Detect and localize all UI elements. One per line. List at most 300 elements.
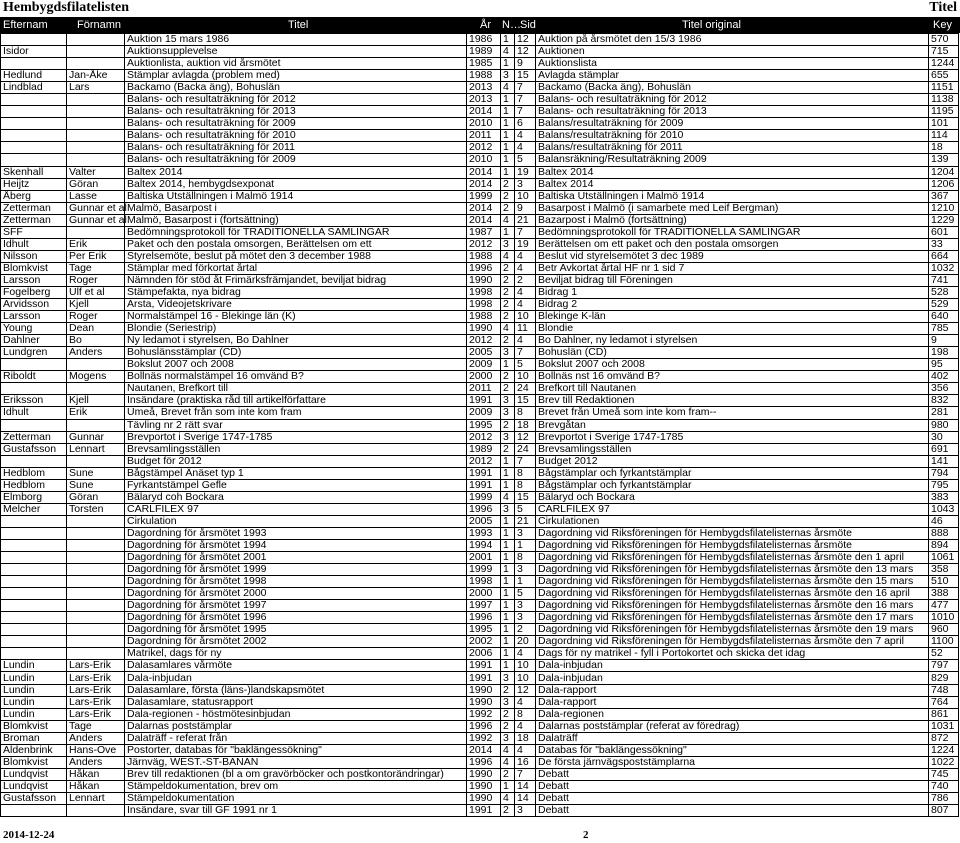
- cell-titel-original: Brevportot i Sverige 1747-1785: [536, 431, 929, 443]
- cell-ar: 2002: [467, 636, 501, 648]
- cell-fornamn: [67, 527, 125, 539]
- cell-ar: 2014: [467, 202, 501, 214]
- cell-sid: 10: [515, 672, 536, 684]
- cell-sid: 7: [515, 82, 536, 94]
- cell-titel: Dagordning för årsmötet 2000: [125, 588, 467, 600]
- cell-titel-original: Balans/resultaträkning för 2011: [536, 142, 929, 154]
- cell-key: 114: [929, 130, 959, 142]
- cell-sid: 3: [515, 600, 536, 612]
- cell-titel-original: Brevsamlingsställen: [536, 443, 929, 455]
- cell-titel: Insändare, svar till GF 1991 nr 1: [125, 805, 467, 817]
- cell-nummer: 1: [501, 34, 515, 46]
- cell-nummer: 4: [501, 82, 515, 94]
- cell-titel-original: Budget 2012: [536, 455, 929, 467]
- cell-sid: 3: [515, 805, 536, 817]
- cell-efternamn: Larsson: [1, 311, 67, 323]
- cell-key: 1151: [929, 82, 959, 94]
- cell-efternamn: [1, 106, 67, 118]
- cell-sid: 2: [515, 624, 536, 636]
- cell-fornamn: [67, 130, 125, 142]
- table-row: [1, 82, 959, 94]
- cell-key: 1210: [929, 202, 959, 214]
- cell-sid: 19: [515, 166, 536, 178]
- cell-efternamn: Melcher: [1, 503, 67, 515]
- cell-ar: 1989: [467, 46, 501, 58]
- cell-key: 139: [929, 154, 959, 166]
- cell-titel-original: Dala-inbjudan: [536, 660, 929, 672]
- cell-sid: 24: [515, 383, 536, 395]
- cell-ar: 2013: [467, 82, 501, 94]
- cell-key: 383: [929, 491, 959, 503]
- cell-titel: Dalarnas poststämplar: [125, 720, 467, 732]
- cell-sid: 20: [515, 636, 536, 648]
- cell-nummer: 4: [501, 756, 515, 768]
- cell-key: 1022: [929, 756, 959, 768]
- cell-fornamn: Anders: [67, 347, 125, 359]
- cell-key: 785: [929, 323, 959, 335]
- cell-titel: Bälaryd coh Bockara: [125, 491, 467, 503]
- cell-ar: 1987: [467, 226, 501, 238]
- cell-efternamn: Blomkvist: [1, 720, 67, 732]
- table-row: [1, 299, 959, 311]
- table-row: [1, 612, 959, 624]
- cell-titel-original: Balans- och resultaträkning för 2013: [536, 106, 929, 118]
- cell-nummer: 2: [501, 299, 515, 311]
- cell-efternamn: Blomkvist: [1, 262, 67, 274]
- cell-titel: Ny ledamot i styrelsen, Bo Dahlner: [125, 335, 467, 347]
- cell-fornamn: Göran: [67, 491, 125, 503]
- cell-titel-original: Bidrag 2: [536, 299, 929, 311]
- cell-titel: Auktion 15 mars 1986: [125, 34, 467, 46]
- cell-ar: 1990: [467, 684, 501, 696]
- cell-titel: Fyrkantstämpel Gefle: [125, 479, 467, 491]
- cell-titel: Dalasamlare, statusrapport: [125, 696, 467, 708]
- cell-nummer: 1: [501, 612, 515, 624]
- table-row: [1, 70, 959, 82]
- cell-fornamn: [67, 515, 125, 527]
- cell-key: 570: [929, 34, 959, 46]
- cell-titel: Dala-regionen - höstmötesinbjudan: [125, 708, 467, 720]
- cell-sid: 5: [515, 359, 536, 371]
- cell-titel-original: Dala-rapport: [536, 684, 929, 696]
- cell-ar: 1993: [467, 527, 501, 539]
- table-row: [1, 515, 959, 527]
- cell-titel: Umeå, Brevet från som inte kom fram: [125, 407, 467, 419]
- cell-nummer: 1: [501, 527, 515, 539]
- cell-key: 861: [929, 708, 959, 720]
- table-row: [1, 479, 959, 491]
- cell-nummer: 1: [501, 479, 515, 491]
- table-row: [1, 527, 959, 539]
- cell-titel: Dagordning för årsmötet 1995: [125, 624, 467, 636]
- cell-nummer: 1: [501, 94, 515, 106]
- cell-titel: Brev till redaktionen (bl a om gravörböcker och postkontorändringar): [125, 768, 467, 780]
- cell-efternamn: Hedblom: [1, 479, 67, 491]
- cell-titel: Balans- och resultaträkning för 2011: [125, 142, 467, 154]
- cell-ar: 2005: [467, 515, 501, 527]
- cell-efternamn: Isidor: [1, 46, 67, 58]
- cell-nummer: 1: [501, 576, 515, 588]
- cell-titel-original: Dagordning vid Riksföreningen för Hembygdsfilatelisternas årsmöte: [536, 539, 929, 551]
- cell-key: 281: [929, 407, 959, 419]
- cell-ar: 1996: [467, 503, 501, 515]
- cell-fornamn: Sune: [67, 467, 125, 479]
- cell-efternamn: Zetterman: [1, 214, 67, 226]
- cell-titel-original: Backamo (Backa äng), Bohuslän: [536, 82, 929, 94]
- cell-titel-original: Dalaträff: [536, 732, 929, 744]
- cell-fornamn: Mogens: [67, 371, 125, 383]
- cell-titel-original: Bidrag 1: [536, 286, 929, 298]
- cell-key: 388: [929, 588, 959, 600]
- cell-ar: 1996: [467, 756, 501, 768]
- cell-nummer: 1: [501, 648, 515, 660]
- cell-titel-original: Brevgåtan: [536, 419, 929, 431]
- cell-fornamn: Erik: [67, 238, 125, 250]
- cell-ar: 2000: [467, 588, 501, 600]
- cell-titel: Balans- och resultaträkning för 2009: [125, 154, 467, 166]
- cell-fornamn: [67, 383, 125, 395]
- cell-titel: Nämnden för stöd åt Frimärksfrämjandet, beviljat bidrag: [125, 274, 467, 286]
- cell-nummer: 2: [501, 202, 515, 214]
- cell-sid: 18: [515, 419, 536, 431]
- cell-fornamn: [67, 142, 125, 154]
- table-row: [1, 58, 959, 70]
- cell-nummer: 3: [501, 431, 515, 443]
- cell-sid: 16: [515, 756, 536, 768]
- cell-efternamn: SFF: [1, 226, 67, 238]
- table-row: [1, 395, 959, 407]
- cell-fornamn: [67, 94, 125, 106]
- table-row: [1, 756, 959, 768]
- table-row: [1, 178, 959, 190]
- cell-key: 1244: [929, 58, 959, 70]
- cell-nummer: 1: [501, 359, 515, 371]
- table-row: [1, 262, 959, 274]
- cell-titel-original: Baltex 2014: [536, 178, 929, 190]
- cell-sid: 15: [515, 395, 536, 407]
- cell-sid: 7: [515, 94, 536, 106]
- cell-titel: Stämpeldokumentation, brev om: [125, 780, 467, 792]
- cell-ar: 2009: [467, 407, 501, 419]
- cell-key: 356: [929, 383, 959, 395]
- page-number: 2: [583, 829, 589, 841]
- cell-nummer: 2: [501, 262, 515, 274]
- cell-sid: 4: [515, 744, 536, 756]
- page-header: [0, 0, 960, 16]
- cell-titel: Styrelsemöte, beslut på mötet den 3 december 1988: [125, 250, 467, 262]
- cell-ar: 1997: [467, 600, 501, 612]
- cell-titel-original: Dagordning vid Riksföreningen för Hembygdsfilatelisternas årsmöte den 16 april: [536, 588, 929, 600]
- table-row: [1, 238, 959, 250]
- table-row: [1, 780, 959, 792]
- cell-ar: 2014: [467, 214, 501, 226]
- cell-efternamn: Hedlund: [1, 70, 67, 82]
- cell-nummer: 1: [501, 455, 515, 467]
- cell-key: 715: [929, 46, 959, 58]
- cell-titel: Dagordning för årsmötet 2001: [125, 552, 467, 564]
- column-header-key: Key: [933, 19, 952, 31]
- table-row: [1, 347, 959, 359]
- cell-sid: 19: [515, 238, 536, 250]
- table-row: [1, 636, 959, 648]
- cell-nummer: 4: [501, 250, 515, 262]
- cell-fornamn: Lars-Erik: [67, 684, 125, 696]
- cell-sid: 3: [515, 527, 536, 539]
- cell-key: 141: [929, 455, 959, 467]
- cell-fornamn: [67, 588, 125, 600]
- table-row: [1, 419, 959, 431]
- cell-sid: 4: [515, 262, 536, 274]
- cell-fornamn: Bo: [67, 335, 125, 347]
- cell-titel-original: Brefkort till Nautanen: [536, 383, 929, 395]
- cell-key: 797: [929, 660, 959, 672]
- cell-titel-original: Dagordning vid Riksföreningen för Hembygdsfilatelisternas årsmöte den 16 mars: [536, 600, 929, 612]
- cell-key: 46: [929, 515, 959, 527]
- cell-titel-original: Bedömningsprotokoll för TRADITIONELLA SAMLINGAR: [536, 226, 929, 238]
- cell-nummer: 2: [501, 805, 515, 817]
- cell-titel-original: Brevet från Umeå som inte kom fram--: [536, 407, 929, 419]
- cell-ar: 2005: [467, 347, 501, 359]
- cell-fornamn: [67, 636, 125, 648]
- cell-ar: 1988: [467, 70, 501, 82]
- cell-titel: Normalstämpel 16 - Blekinge län (K): [125, 311, 467, 323]
- table-row: [1, 166, 959, 178]
- cell-key: 829: [929, 672, 959, 684]
- cell-key: 1224: [929, 744, 959, 756]
- cell-nummer: 2: [501, 274, 515, 286]
- cell-titel: Dalasamlares vårmöte: [125, 660, 467, 672]
- cell-efternamn: Gustafsson: [1, 792, 67, 804]
- cell-key: 691: [929, 443, 959, 455]
- cell-key: 655: [929, 70, 959, 82]
- cell-sid: 8: [515, 407, 536, 419]
- cell-ar: 2000: [467, 371, 501, 383]
- cell-efternamn: [1, 624, 67, 636]
- cell-fornamn: Kjell: [67, 299, 125, 311]
- cell-ar: 1991: [467, 660, 501, 672]
- cell-titel: Dagordning för årsmötet 1997: [125, 600, 467, 612]
- cell-titel: Postorter, databas för "baklängessökning": [125, 744, 467, 756]
- cell-ar: 1991: [467, 467, 501, 479]
- table-row: [1, 455, 959, 467]
- cell-fornamn: Lennart: [67, 443, 125, 455]
- cell-efternamn: Lundin: [1, 708, 67, 720]
- cell-titel: Dagordning för årsmötet 2002: [125, 636, 467, 648]
- cell-key: 888: [929, 527, 959, 539]
- cell-efternamn: [1, 805, 67, 817]
- cell-fornamn: Lars-Erik: [67, 660, 125, 672]
- cell-key: 740: [929, 780, 959, 792]
- cell-fornamn: Sune: [67, 479, 125, 491]
- cell-efternamn: Skenhall: [1, 166, 67, 178]
- cell-key: 30: [929, 431, 959, 443]
- cell-fornamn: [67, 154, 125, 166]
- cell-ar: 2006: [467, 648, 501, 660]
- cell-titel-original: Dala-regionen: [536, 708, 929, 720]
- cell-titel: Baltex 2014: [125, 166, 467, 178]
- cell-efternamn: [1, 539, 67, 551]
- cell-titel: Dalaträff - referat från: [125, 732, 467, 744]
- cell-ar: 2014: [467, 106, 501, 118]
- cell-fornamn: Roger: [67, 274, 125, 286]
- table-row: [1, 371, 959, 383]
- cell-titel-original: Debatt: [536, 768, 929, 780]
- cell-efternamn: [1, 612, 67, 624]
- cell-efternamn: Larsson: [1, 274, 67, 286]
- cell-ar: 2011: [467, 383, 501, 395]
- cell-fornamn: [67, 576, 125, 588]
- cell-titel: Bågstämpel Änäset typ 1: [125, 467, 467, 479]
- cell-efternamn: [1, 34, 67, 46]
- column-header-efternam: Efternam: [3, 19, 48, 31]
- article-index-table: [0, 33, 959, 817]
- cell-nummer: 2: [501, 311, 515, 323]
- cell-sid: 12: [515, 684, 536, 696]
- cell-key: 894: [929, 539, 959, 551]
- cell-fornamn: Dean: [67, 323, 125, 335]
- cell-efternamn: [1, 588, 67, 600]
- cell-sid: 24: [515, 443, 536, 455]
- cell-sid: 12: [515, 431, 536, 443]
- cell-nummer: 2: [501, 178, 515, 190]
- column-header-fornamn: Förnamn: [77, 19, 122, 31]
- cell-titel-original: Brev till Redaktionen: [536, 395, 929, 407]
- cell-fornamn: [67, 34, 125, 46]
- cell-efternamn: Hedblom: [1, 467, 67, 479]
- cell-titel: Brevportot i Sverige 1747-1785: [125, 431, 467, 443]
- cell-fornamn: Håkan: [67, 768, 125, 780]
- cell-efternamn: [1, 118, 67, 130]
- cell-sid: 10: [515, 371, 536, 383]
- cell-titel-original: Balans- och resultaträkning för 2012: [536, 94, 929, 106]
- cell-sid: 4: [515, 299, 536, 311]
- table-row: [1, 564, 959, 576]
- table-row: [1, 250, 959, 262]
- column-header-ar: År: [480, 19, 491, 31]
- cell-titel: Dagordning för årsmötet 1998: [125, 576, 467, 588]
- cell-titel-original: Debatt: [536, 805, 929, 817]
- cell-efternamn: Idhult: [1, 238, 67, 250]
- table-row: [1, 359, 959, 371]
- cell-sid: 8: [515, 552, 536, 564]
- cell-titel: Dagordning för årsmötet 1993: [125, 527, 467, 539]
- cell-nummer: 3: [501, 732, 515, 744]
- cell-ar: 1994: [467, 539, 501, 551]
- cell-key: 640: [929, 311, 959, 323]
- cell-ar: 1991: [467, 479, 501, 491]
- cell-sid: 3: [515, 564, 536, 576]
- cell-key: 477: [929, 600, 959, 612]
- cell-titel-original: Beviljat bidrag till Föreningen: [536, 274, 929, 286]
- table-row: [1, 696, 959, 708]
- cell-ar: 1988: [467, 250, 501, 262]
- cell-key: 1138: [929, 94, 959, 106]
- cell-nummer: 1: [501, 660, 515, 672]
- cell-fornamn: Gunnar: [67, 431, 125, 443]
- cell-efternamn: Lundin: [1, 696, 67, 708]
- cell-titel: Bokslut 2007 och 2008: [125, 359, 467, 371]
- cell-efternamn: Arvidsson: [1, 299, 67, 311]
- cell-efternamn: Elmborg: [1, 491, 67, 503]
- cell-ar: 1998: [467, 286, 501, 298]
- cell-nummer: 1: [501, 564, 515, 576]
- cell-efternamn: Broman: [1, 732, 67, 744]
- cell-fornamn: Anders: [67, 756, 125, 768]
- cell-key: 745: [929, 768, 959, 780]
- cell-fornamn: Gunnar et al: [67, 214, 125, 226]
- cell-ar: 1991: [467, 672, 501, 684]
- table-row: [1, 274, 959, 286]
- cell-ar: 2009: [467, 359, 501, 371]
- cell-efternamn: [1, 636, 67, 648]
- cell-efternamn: Lundin: [1, 660, 67, 672]
- cell-key: 1204: [929, 166, 959, 178]
- cell-ar: 1990: [467, 768, 501, 780]
- cell-fornamn: Anders: [67, 732, 125, 744]
- cell-key: 1031: [929, 720, 959, 732]
- cell-titel-original: Bazarpost i Malmö (fortsättning): [536, 214, 929, 226]
- cell-efternamn: [1, 359, 67, 371]
- cell-titel: Stämplar avlagda (problem med): [125, 70, 467, 82]
- cell-key: 832: [929, 395, 959, 407]
- cell-titel-original: Dags för ny matrikel - fyll i Portokortet och skicka det idag: [536, 648, 929, 660]
- cell-nummer: 4: [501, 744, 515, 756]
- cell-nummer: 4: [501, 792, 515, 804]
- cell-titel-original: Databas för "baklängessökning": [536, 744, 929, 756]
- cell-efternamn: [1, 527, 67, 539]
- cell-efternamn: Lundgren: [1, 347, 67, 359]
- cell-titel: Blondie (Seriestrip): [125, 323, 467, 335]
- cell-sid: 6: [515, 118, 536, 130]
- cell-titel: Auktionlista, auktion vid årsmötet: [125, 58, 467, 70]
- cell-fornamn: Per Erik: [67, 250, 125, 262]
- cell-sid: 8: [515, 467, 536, 479]
- cell-key: 741: [929, 274, 959, 286]
- cell-sid: 4: [515, 648, 536, 660]
- cell-ar: 1992: [467, 732, 501, 744]
- cell-sid: 4: [515, 696, 536, 708]
- cell-key: 1032: [929, 262, 959, 274]
- cell-titel: Bollnäs normalstämpel 16 omvänd B?: [125, 371, 467, 383]
- cell-titel-original: Dalarnas poststämplar (referat av föredrag): [536, 720, 929, 732]
- table-row: [1, 792, 959, 804]
- cell-titel-original: Avlagda stämplar: [536, 70, 929, 82]
- cell-nummer: 2: [501, 419, 515, 431]
- cell-efternamn: [1, 94, 67, 106]
- cell-titel-original: Bågstämplar och fyrkantstämplar: [536, 467, 929, 479]
- table-row: [1, 383, 959, 395]
- cell-fornamn: Göran: [67, 178, 125, 190]
- cell-fornamn: Erik: [67, 407, 125, 419]
- cell-nummer: 4: [501, 46, 515, 58]
- cell-efternamn: Eriksson: [1, 395, 67, 407]
- cell-titel-original: Dagordning vid Riksföreningen för Hembygdsfilatelisternas årsmöte den 17 mars: [536, 612, 929, 624]
- cell-key: 960: [929, 624, 959, 636]
- cell-efternamn: Idhult: [1, 407, 67, 419]
- cell-fornamn: [67, 46, 125, 58]
- table-row: [1, 805, 959, 817]
- cell-nummer: 2: [501, 443, 515, 455]
- cell-sid: 4: [515, 130, 536, 142]
- cell-ar: 2012: [467, 238, 501, 250]
- cell-sid: 4: [515, 250, 536, 262]
- cell-titel-original: Balans/resultaträkning för 2009: [536, 118, 929, 130]
- cell-efternamn: Lindblad: [1, 82, 67, 94]
- cell-sid: 8: [515, 479, 536, 491]
- cell-titel-original: Baltiska Utställningen i Malmö 1914: [536, 190, 929, 202]
- cell-ar: 1990: [467, 792, 501, 804]
- cell-fornamn: Valter: [67, 166, 125, 178]
